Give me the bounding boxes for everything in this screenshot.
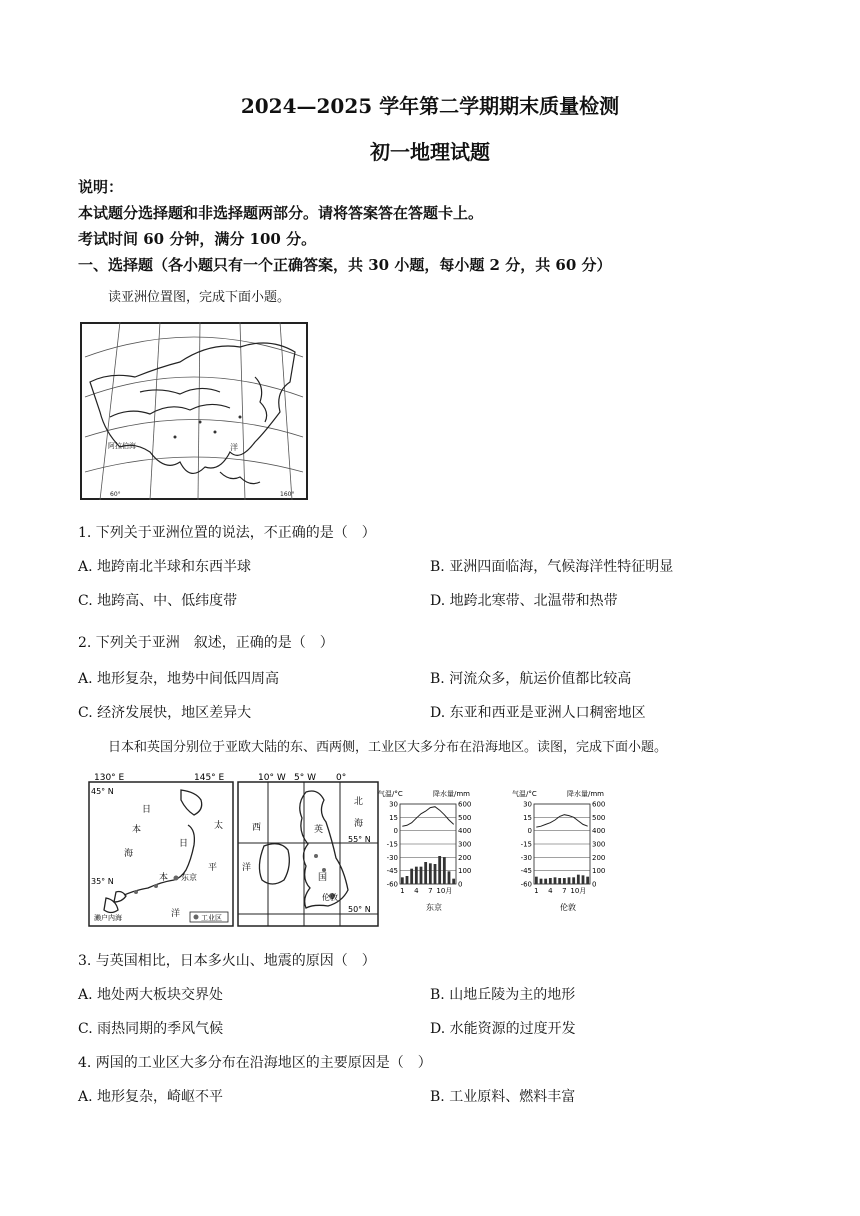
tokyo-right-tick: 400 [458,827,472,836]
london-right-tick: 600 [592,800,606,809]
question-1-option-b: B. 亚洲四面临海，气候海洋性特征明显 [430,559,674,575]
section-heading: 一、选择题（各小题只有一个正确答案，共 30 小题，每小题 2 分，共 60 分） [78,256,612,274]
tokyo-precip-bar [448,871,451,884]
question-2-stem: 2. 下列关于亚洲 叙述，正确的是（ ） [78,635,334,651]
uk-sea-north-2: 海 [354,819,364,829]
london-x-tick: 1 [534,887,539,895]
japan-seto-label: 濑户内海 [94,914,122,922]
london-ylabel-left: 气温/°C [512,790,537,798]
tokyo-left-tick: -15 [386,840,398,849]
asia-map-lat-label: 60° [110,491,121,498]
tokyo-left-tick: 15 [389,813,398,822]
tokyo-x-tick: 1 [400,887,405,895]
tokyo-left-tick: -45 [386,867,398,876]
london-x-tick: 4 [548,887,553,895]
notes-label: 说明： [78,178,124,196]
japan-lat-1: 45° N [91,787,114,796]
question-4-option-a: A. 地形复杂，崎岖不平 [78,1089,224,1105]
question-1-option-d: D. 地跨北寒带、北温带和热带 [430,593,618,609]
japan-lon-1: 130° E [94,773,125,783]
question-3-option-d: D. 水能资源的过度开发 [430,1021,576,1037]
section-intro-1: 读亚洲位置图，完成下面小题。 [108,290,291,305]
exam-subtitle: 初一地理试题 [370,140,490,164]
london-temperature-line [536,815,587,827]
question-2-option-b: B. 河流众多，航运价值都比较高 [430,671,632,687]
japan-country-1: 日 [179,839,189,849]
london-x-tick: 10月 [570,887,587,895]
uk-london-label: 伦敦 [322,893,338,902]
japan-pacific-3: 洋 [171,909,181,919]
tokyo-right-tick: 300 [458,840,472,849]
uk-sea-north-1: 北 [354,797,364,807]
uk-atlantic-1: 西 [252,823,262,833]
japan-sea-3: 海 [124,849,134,859]
tokyo-precip-bar [410,869,413,884]
london-left-tick: 15 [523,813,532,822]
london-precip-bar [540,879,543,884]
uk-map [236,770,382,928]
exam-title: 2024—2025 学年第二学期期末质量检测 [240,94,620,118]
tokyo-right-tick: 0 [458,880,463,889]
london-left-tick: 30 [523,800,532,809]
london-left-tick: 0 [527,827,532,836]
london-precip-bar [535,877,538,884]
tokyo-caption: 东京 [426,903,442,912]
tokyo-precip-bar [452,879,455,884]
question-3-option-b: B. 山地丘陵为主的地形 [430,987,576,1003]
uk-lon-2: 5° W [294,773,316,783]
asia-map-place-label: 阿拉伯海 [108,442,136,450]
london-right-tick: 200 [592,853,606,862]
japan-lon-2: 145° E [194,773,225,783]
london-climate-chart [512,788,620,912]
japan-map [86,770,236,928]
london-precip-bar [582,875,585,884]
london-x-tick: 7 [562,887,567,895]
question-2-option-c: C. 经济发展快，地区差异大 [78,705,252,721]
japan-sea-2: 本 [132,825,142,835]
uk-lon-3: 0° [336,773,347,783]
notes-line-2: 考试时间 60 分钟，满分 100 分。 [78,230,317,248]
tokyo-ylabel-right: 降水量/mm [433,790,470,798]
japan-pacific-2: 平 [208,863,218,873]
uk-lat-2: 50° N [348,905,371,914]
tokyo-precip-bar [415,867,418,884]
london-left-tick: -60 [520,880,532,889]
uk-atlantic-2: 洋 [242,863,252,873]
question-2-option-d: D. 东亚和西亚是亚洲人口稠密地区 [430,705,646,721]
tokyo-x-tick: 10月 [436,887,453,895]
london-right-tick: 100 [592,867,606,876]
tokyo-climate-chart [378,788,486,912]
tokyo-precip-bar [438,856,441,884]
tokyo-left-tick: 0 [393,827,398,836]
japan-pacific-1: 太 [214,821,224,831]
question-3-option-a: A. 地处两大板块交界处 [78,987,224,1003]
london-left-tick: -45 [520,867,532,876]
tokyo-right-tick: 600 [458,800,472,809]
tokyo-x-tick: 4 [414,887,419,895]
tokyo-temperature-line [402,807,453,827]
london-precip-bar [563,878,566,884]
japan-legend-label: 工业区 [201,914,222,922]
tokyo-precip-bar [443,857,446,884]
tokyo-x-tick: 7 [428,887,433,895]
london-left-tick: -15 [520,840,532,849]
london-ylabel-right: 降水量/mm [567,790,604,798]
london-precip-bar [586,877,589,884]
london-precip-bar [572,877,575,884]
london-precip-bar [544,879,547,884]
question-1-option-a: A. 地跨南北半球和东西半球 [78,559,252,575]
uk-label-2: 国 [318,873,328,883]
question-4-option-b: B. 工业原料、燃料丰富 [430,1089,576,1105]
tokyo-precip-bar [434,864,437,884]
tokyo-left-tick: -30 [386,853,398,862]
london-caption: 伦敦 [560,903,576,912]
tokyo-right-tick: 100 [458,867,472,876]
tokyo-precip-bar [429,863,432,884]
tokyo-left-tick: -60 [386,880,398,889]
uk-lat-1: 55° N [348,835,371,844]
london-right-tick: 0 [592,880,597,889]
japan-sea-1: 日 [142,805,152,815]
london-precip-bar [568,877,571,884]
tokyo-right-tick: 500 [458,813,472,822]
tokyo-precip-bar [406,876,409,884]
london-left-tick: -30 [520,853,532,862]
london-right-tick: 300 [592,840,606,849]
asia-map-ocean-label: 洋 [230,443,238,452]
tokyo-ylabel-left: 气温/°C [378,790,403,798]
tokyo-left-tick: 30 [389,800,398,809]
london-precip-bar [554,877,557,884]
question-2-option-a: A. 地形复杂，地势中间低四周高 [78,671,280,687]
section-intro-2: 日本和英国分别位于亚欧大陆的东、西两侧，工业区大多分布在沿海地区。读图，完成下面小题。 [108,740,668,755]
question-4-stem: 4. 两国的工业区大多分布在沿海地区的主要原因是（ ） [78,1055,432,1071]
question-1-stem: 1. 下列关于亚洲位置的说法，不正确的是（ ） [78,525,376,541]
japan-country-2: 本 [159,873,169,883]
asia-location-map [80,322,308,500]
london-right-tick: 500 [592,813,606,822]
asia-map-lon-label: 160° [280,491,295,498]
tokyo-precip-bar [420,867,423,884]
london-precip-bar [549,878,552,884]
tokyo-precip-bar [424,862,427,884]
japan-tokyo-label: 东京 [181,873,197,882]
london-precip-bar [577,875,580,884]
uk-lon-1: 10° W [258,773,286,783]
tokyo-right-tick: 200 [458,853,472,862]
tokyo-precip-bar [401,877,404,884]
uk-label-1: 英 [314,825,324,835]
question-3-option-c: C. 雨热同期的季风气候 [78,1021,224,1037]
london-precip-bar [558,878,561,884]
question-3-stem: 3. 与英国相比，日本多火山、地震的原因（ ） [78,953,376,969]
notes-line-1: 本试题分选择题和非选择题两部分。请将答案答在答题卡上。 [78,204,484,222]
japan-lat-2: 35° N [91,877,114,886]
london-right-tick: 400 [592,827,606,836]
question-1-option-c: C. 地跨高、中、低纬度带 [78,593,238,609]
